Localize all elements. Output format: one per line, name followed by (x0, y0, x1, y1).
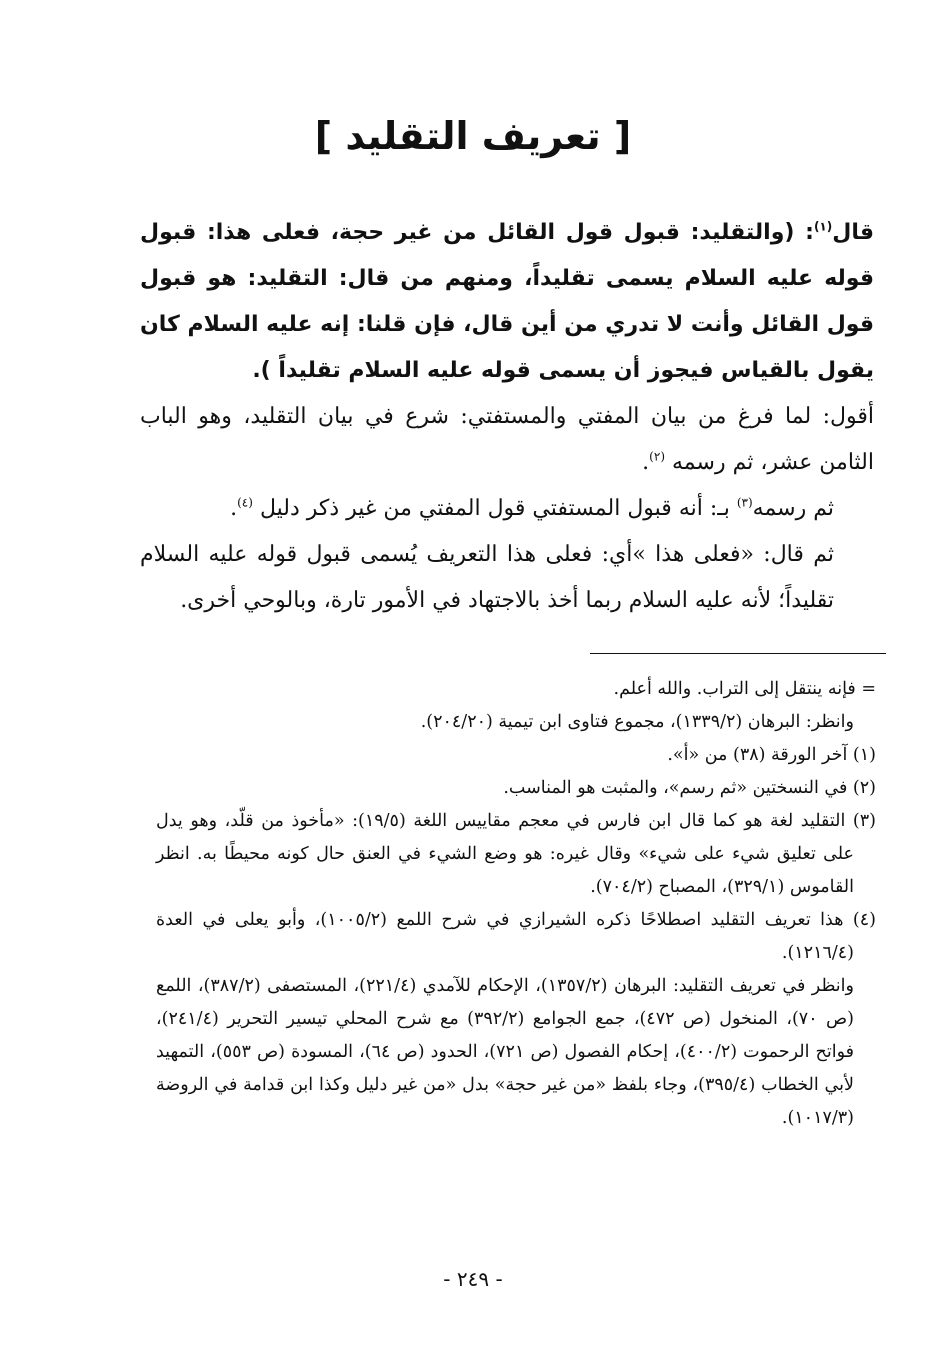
footnotes (156, 673, 876, 1135)
footnote-continuation: = فإنه ينتقل إلى التراب. والله أعلم. (613, 679, 876, 699)
sharh-p2-end: . (230, 496, 238, 521)
footnote-2: (٢) في النسختين «ثم رسم»، والمثبت هو المناسب. (503, 778, 876, 798)
matn-lead: قال (832, 220, 874, 245)
footnote-3: (٣) التقليد لغة هو كما قال ابن فارس في معجم مقاييس اللغة (١٩/٥): «مأخوذ من قلّد، وهو يدل على تعليق شيء على شيء» وقال غيره: هو وضع الشيء في العنق حال كونه محيطًا به. انظر القاموس (٣٢٩/١)، المصباح (٧٠٤/٢). (156, 811, 876, 897)
footnote-4-references: وانظر في تعريف التقليد: البرهان (١٣٥٧/٢)، الإحكام للآمدي (٢٢١/٤)، المستصفى (٣٨٧/٢)، اللمع (ص ٧٠)، المنخول (ص ٤٧٢)، جمع الجوامع (٣٩٢/٢) مع شرح المحلي تيسير التحرير (٢٤١/٤)، فواتح الرحموت (٤٠٠/٢)، إحكام الفصول (ص ٧٢١)، الحدود (ص ٦٤)، المسودة (ص ٥٥٣)، التمهيد لأبي الخطاب (٣٩٥/٤)، وجاء بلفظ «من غير حجة» بدل «من غير دليل وكذا ابن قدامة في الروضة (١٠١٧/٣). (156, 976, 854, 1128)
footnote-1: (١) آخر الورقة (٣٨) من «أ». (667, 745, 876, 765)
matn-text: : (والتقليد: قبول قول القائل من غير حجة، فعلى هذا: قبول قوله عليه السلام يسمى تقليداً، ومنهم من قال: التقليد: هو قبول قول القائل وأنت لا تدري من أين قال، فإن قلنا: إنه عليه السلام كان يقول بالقياس فيجوز أن يسمى قوله عليه السلام تقليداً ). (140, 220, 874, 383)
footnote-ref-3: (٣) (736, 495, 753, 510)
footnote-see-also: وانظر: البرهان (١٣٣٩/٢)، مجموع فتاوى ابن تيمية (٢٠٤/٢٠). (420, 712, 854, 732)
sharh-p3-text: ثم قال: «فعلى هذا »أي: فعلى هذا التعريف يُسمى قبول قوله عليه السلام تقليداً؛ لأنه عليه السلام ربما أخذ بالاجتهاد في الأمور تارة، وبالوحي أخرى. (140, 542, 834, 613)
sharh-p2-text-b: بـ: أنه قبول المستفتي قول المفتي من غير ذكر دليل (259, 496, 737, 521)
section-heading: [ تعريف التقليد ] (314, 114, 632, 158)
page-number: - ٢٤٩ - (443, 1267, 503, 1291)
footnote-separator (590, 653, 886, 654)
footnote-ref-4: (٤) (237, 495, 253, 510)
footnote-ref-2: (٢) (649, 449, 665, 464)
sharh-p1-end: . (642, 450, 650, 475)
sharh-paragraph-1 (140, 394, 874, 486)
footnote-ref-1: (١) (813, 219, 833, 234)
footnote-4: (٤) هذا تعريف التقليد اصطلاحًا ذكره الشيرازي في شرح اللمع (١٠٠٥/٢)، وأبو يعلى في العدة (١٢١٦/٤). (156, 910, 876, 963)
sharh-p2-text: ثم رسمه (752, 496, 834, 521)
sharh-p1-text: أقول: لما فرغ من بيان المفتي والمستفتي: شرع في بيان التقليد، وهو الباب الثامن عشر، ثم رسمه (140, 404, 874, 475)
sharh-paragraph-2 (140, 486, 874, 532)
sharh-paragraph-3 (140, 532, 874, 624)
matn-paragraph (140, 210, 874, 394)
